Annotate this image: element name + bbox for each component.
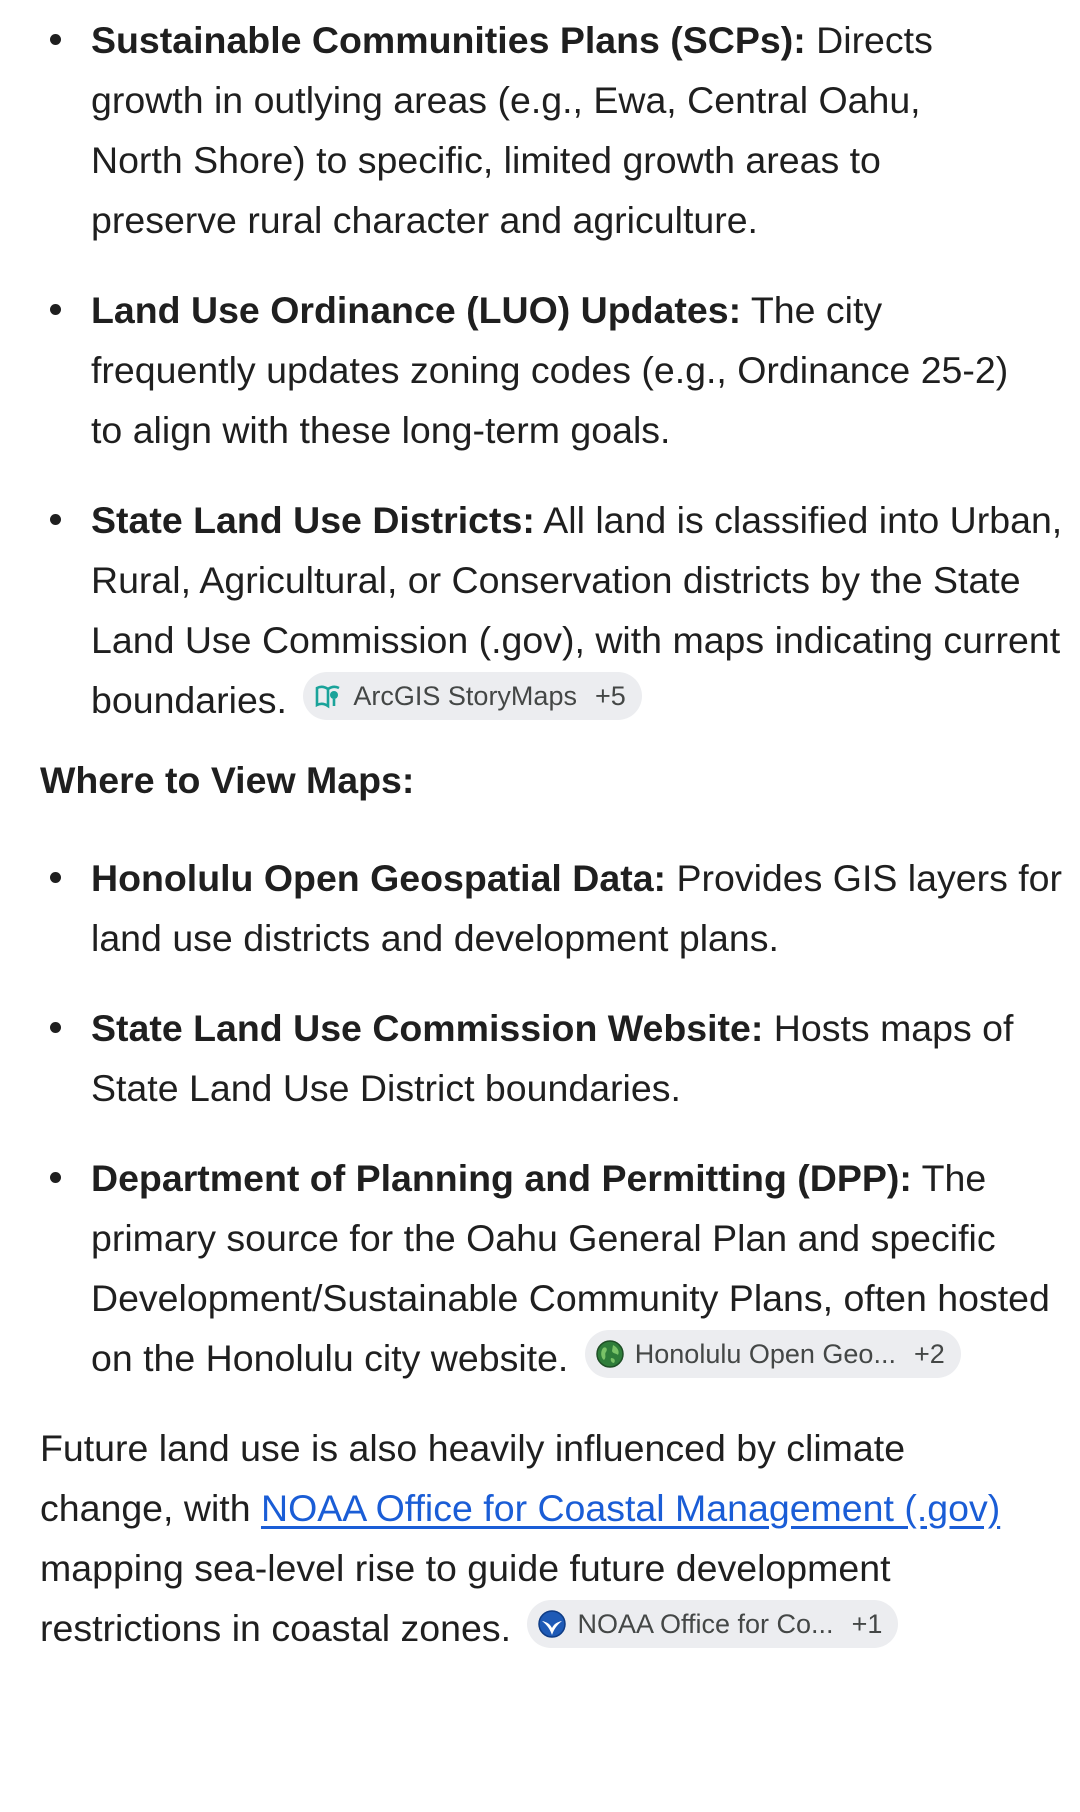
chip-label: ArcGIS StoryMaps: [353, 681, 577, 711]
bullet: [50, 514, 61, 525]
chip-label: NOAA Office for Co...: [577, 1609, 834, 1639]
bullet: [50, 304, 61, 315]
chip-count: +1: [851, 1609, 883, 1639]
map-sources-list: [40, 848, 1063, 1388]
item-term: State Land Use Commission Website:: [91, 1007, 764, 1049]
bullet: [50, 1022, 61, 1033]
item-text: The primary source for the Oahu General Plan and specific Development/Sustainable Community Plans, often hosted on the Honolulu city website.: [91, 1157, 1050, 1379]
item-term: Land Use Ordinance (LUO) Updates:: [91, 289, 742, 331]
storymaps-icon: [313, 681, 343, 711]
item-text: All land is classified into Urban, Rural, Agricultural, or Conservation districts by the State Land Use Commission (.gov), with maps indicating current boundaries.: [91, 499, 1063, 721]
response-content: [40, 10, 1063, 1658]
list-item: [40, 280, 1031, 460]
item-text: Provides GIS layers for land use districts and development plans.: [91, 857, 1063, 959]
list-item: [40, 848, 1071, 968]
bullet: [50, 34, 61, 45]
list-item: [40, 998, 1080, 1118]
item-term: Sustainable Communities Plans (SCPs):: [91, 19, 806, 61]
item-text: The city frequently updates zoning codes (e.g., Ordinance 25-2) to align with these long-term goals.: [91, 289, 1009, 451]
list-item: [40, 490, 1080, 730]
list-item: [40, 10, 1021, 250]
item-term: Honolulu Open Geospatial Data:: [91, 857, 667, 899]
list-item: [40, 1148, 1080, 1388]
section-heading: Where to View Maps:: [40, 759, 415, 801]
bullet: [50, 872, 61, 883]
item-text: Directs growth in outlying areas (e.g., Ewa, Central Oahu, North Shore) to specific, limited growth areas to preserve rural character and agriculture.: [91, 19, 933, 241]
noaa-icon: [537, 1609, 567, 1639]
item-text: Hosts maps of State Land Use District boundaries.: [91, 1007, 1014, 1109]
source-chip[interactable]: [527, 1600, 898, 1648]
chip-label: Honolulu Open Geo...: [634, 1339, 896, 1369]
noaa-link[interactable]: NOAA Office for Coastal Management (.gov): [260, 1487, 1001, 1529]
item-term: State Land Use Districts:: [91, 499, 535, 541]
source-chip[interactable]: [303, 672, 641, 720]
chip-count: +2: [913, 1339, 945, 1369]
closing-text-after: mapping sea-level rise to guide future development restrictions in coastal zones.: [40, 1547, 891, 1649]
globe-icon: [595, 1339, 625, 1369]
source-chip[interactable]: [585, 1330, 961, 1378]
bullet: [50, 1172, 61, 1183]
item-term: Department of Planning and Permitting (DPP):: [91, 1157, 912, 1199]
planning-list: [40, 10, 1063, 730]
closing-text-before: Future land use is also heavily influenced by climate change, with: [40, 1427, 906, 1529]
closing-paragraph: [40, 1418, 1040, 1658]
chip-count: +5: [594, 681, 626, 711]
